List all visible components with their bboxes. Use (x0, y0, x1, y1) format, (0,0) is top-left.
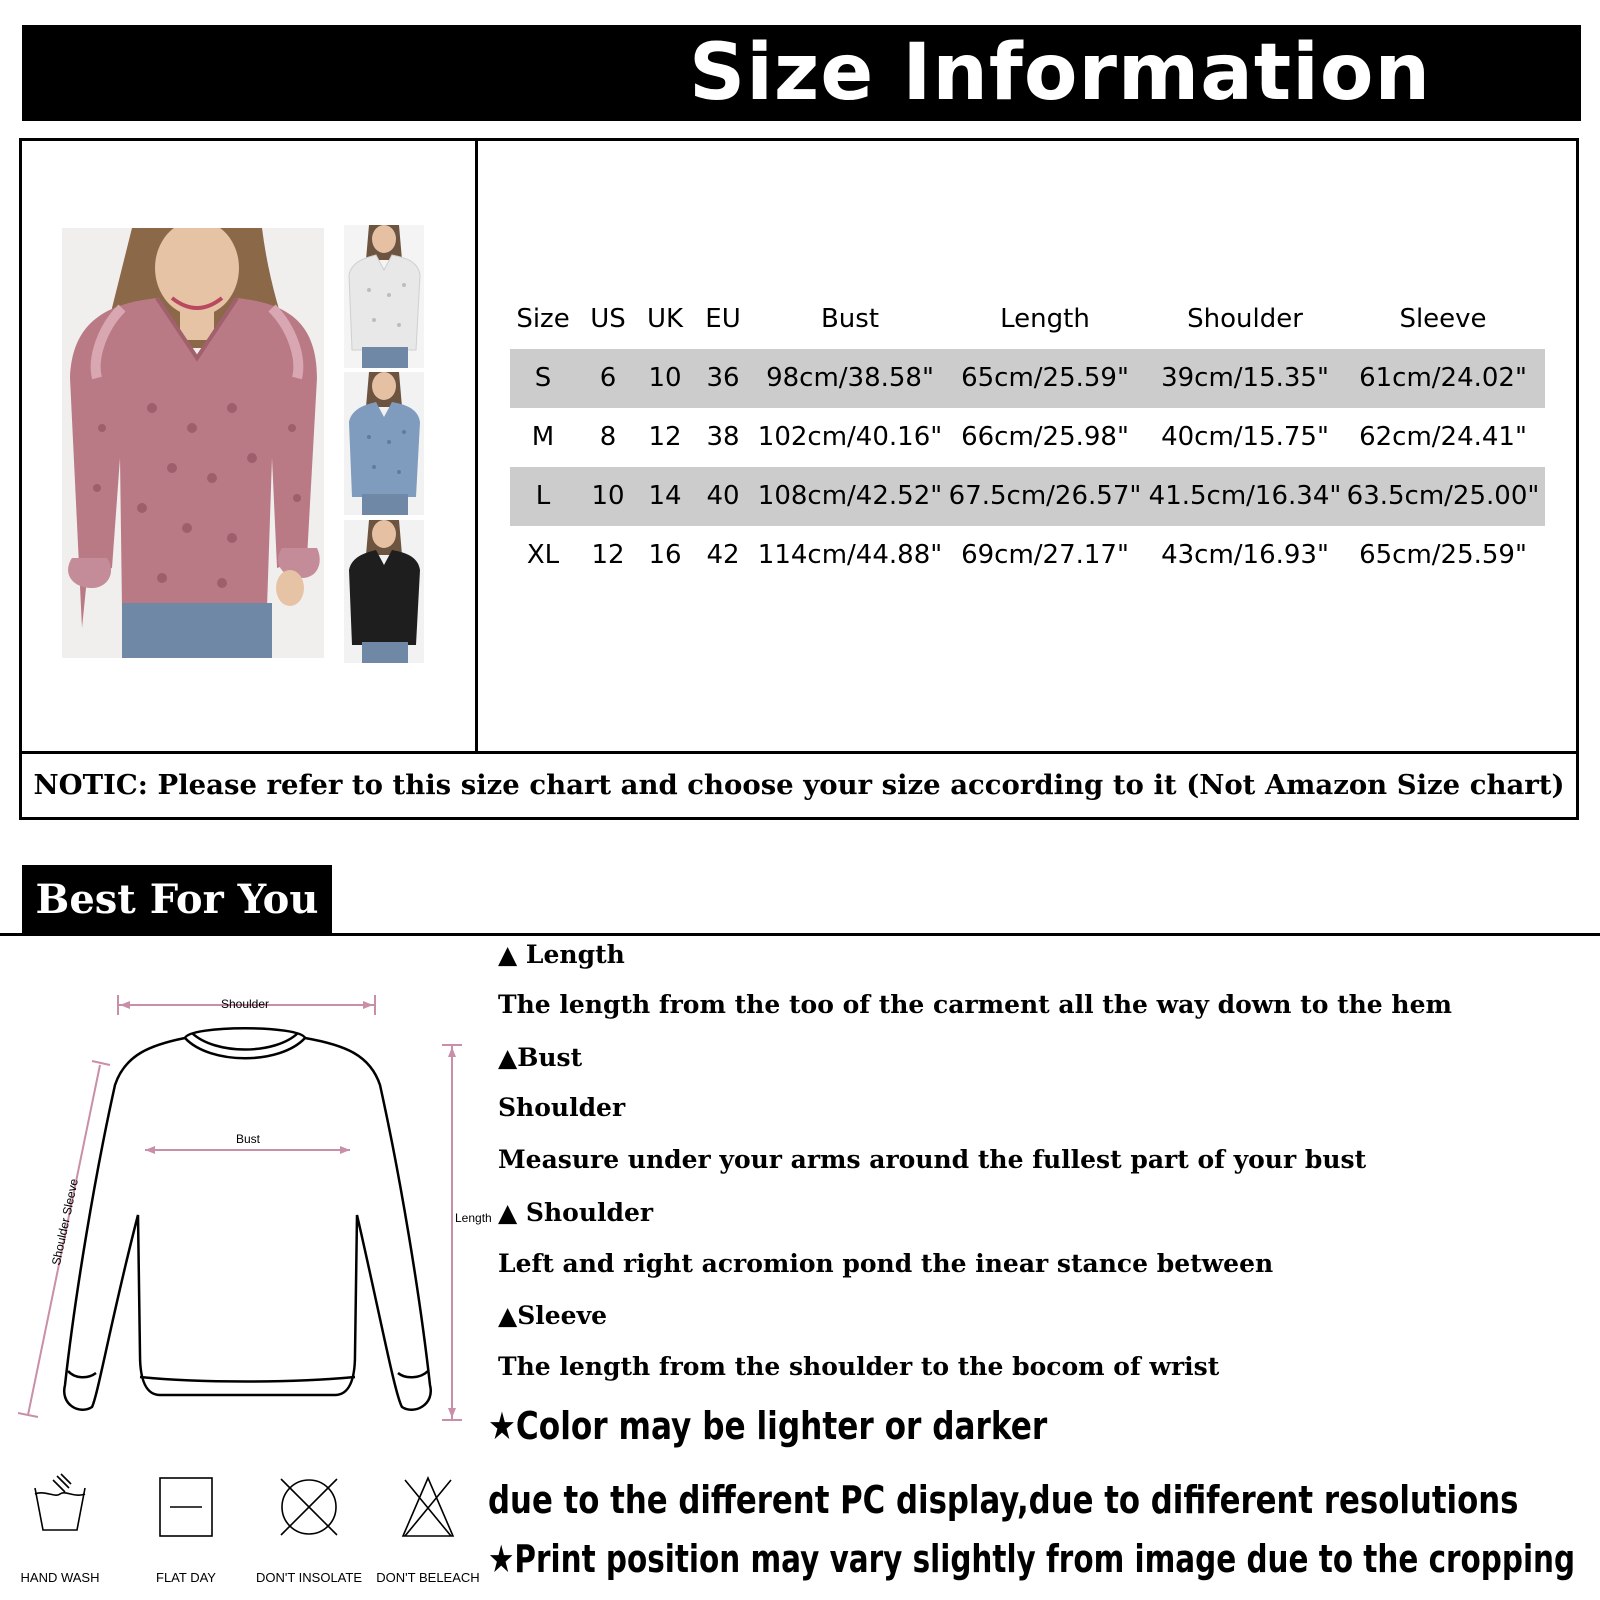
care-label-dont-bleach: DON'T BELEACH (376, 1570, 480, 1585)
table-cell: Size (516, 304, 570, 334)
table-cell: 39cm/15.35" (1161, 363, 1329, 393)
table-cell: 10 (591, 481, 625, 511)
table-cell: 6 (599, 363, 617, 393)
care-label-dont-insolate: DON'T INSOLATE (255, 1570, 363, 1585)
care-label-flat-dry: FLAT DAY (156, 1570, 216, 1585)
table-cell: 108cm/42.52" (757, 481, 943, 511)
table-cell: 16 (648, 540, 682, 570)
table-cell: Bust (820, 304, 880, 334)
desc-shoulder-heading: ▲ Shoulder (498, 1198, 654, 1227)
table-cell: 36 (706, 363, 740, 393)
table-cell: 66cm/25.98" (961, 422, 1129, 452)
desc-shoulder-text: Left and right acromion pond the inear stance between (498, 1249, 1274, 1278)
table-row (510, 408, 1545, 467)
desc-sleeve-text: The length from the shoulder to the bocom of wrist (498, 1352, 1220, 1381)
desc-sleeve-heading: ▲Sleeve (498, 1301, 608, 1330)
table-cell: 8 (599, 422, 617, 452)
note-color: ★Color may be lighter or darker (488, 1404, 1048, 1448)
desc-length-heading: ▲ Length (498, 940, 625, 969)
desc-bust-text: Measure under your arms around the fullest part of your bust (498, 1145, 1367, 1174)
table-cell: 102cm/40.16" (757, 422, 943, 452)
table-cell: 67.5cm/26.57" (948, 481, 1142, 511)
table-cell: 40 (706, 481, 740, 511)
desc-shoulder-word: Shoulder (498, 1093, 626, 1122)
desc-length-text: The length from the too of the carment all the way down to the hem (498, 990, 1452, 1019)
table-cell: L (535, 481, 551, 511)
desc-bust-heading: ▲Bust (498, 1043, 583, 1072)
table-row (510, 349, 1545, 408)
product-photo-pink (62, 228, 324, 658)
sleeve-label: Shoulder Sleeve (48, 1177, 82, 1267)
table-cell: Sleeve (1399, 304, 1487, 334)
table-cell: 69cm/27.17" (961, 540, 1129, 570)
table-cell: 114cm/44.88" (757, 540, 943, 570)
table-row (510, 526, 1545, 585)
size-notice: NOTIC: Please refer to this size chart and choose your size according to it (Not Amazon Size chart) (33, 769, 1565, 801)
table-cell: 40cm/15.75" (1161, 422, 1329, 452)
table-cell: EU (705, 304, 741, 334)
shoulder-label: Shoulder (220, 997, 270, 1011)
table-cell: 98cm/38.58" (766, 363, 934, 393)
table-row (510, 467, 1545, 526)
care-label-hand-wash: HAND WASH (20, 1570, 100, 1585)
product-photo-white (344, 225, 424, 368)
best-for-you-label: Best For You (35, 876, 319, 923)
measurement-diagram (0, 975, 492, 1435)
vertical-divider (475, 141, 478, 752)
table-cell: 65cm/25.59" (961, 363, 1129, 393)
size-table (510, 290, 1545, 585)
table-cell: 14 (648, 481, 682, 511)
table-cell: US (590, 304, 626, 334)
table-cell: 12 (648, 422, 682, 452)
note-display: due to the different PC display,due to dififerent resolutions (488, 1478, 1519, 1522)
length-label: Length (455, 1211, 492, 1225)
table-cell: 12 (591, 540, 625, 570)
care-icons (20, 1470, 480, 1585)
table-cell: 62cm/24.41" (1359, 422, 1527, 452)
table-cell: 63.5cm/25.00" (1346, 481, 1540, 511)
table-cell: 65cm/25.59" (1359, 540, 1527, 570)
table-cell: Length (1000, 304, 1090, 334)
note-print: ★Print position may vary slightly from image due to the cropping (488, 1537, 1576, 1581)
table-cell: 10 (648, 363, 682, 393)
table-cell: 41.5cm/16.34" (1148, 481, 1342, 511)
page-title: Size Information (689, 28, 1431, 118)
product-photo-blue (344, 372, 424, 515)
product-photo-black (344, 520, 424, 663)
table-cell: 43cm/16.93" (1161, 540, 1329, 570)
table-cell: 42 (706, 540, 740, 570)
table-cell: XL (526, 540, 560, 570)
table-cell: Shoulder (1187, 304, 1303, 334)
table-cell: M (531, 422, 555, 452)
bust-label: Bust (235, 1132, 260, 1146)
table-cell: S (534, 363, 552, 393)
table-cell: UK (646, 304, 684, 334)
table-header-row (510, 290, 1545, 349)
table-cell: 38 (706, 422, 740, 452)
table-cell: 61cm/24.02" (1359, 363, 1527, 393)
section-rule (0, 933, 1600, 936)
